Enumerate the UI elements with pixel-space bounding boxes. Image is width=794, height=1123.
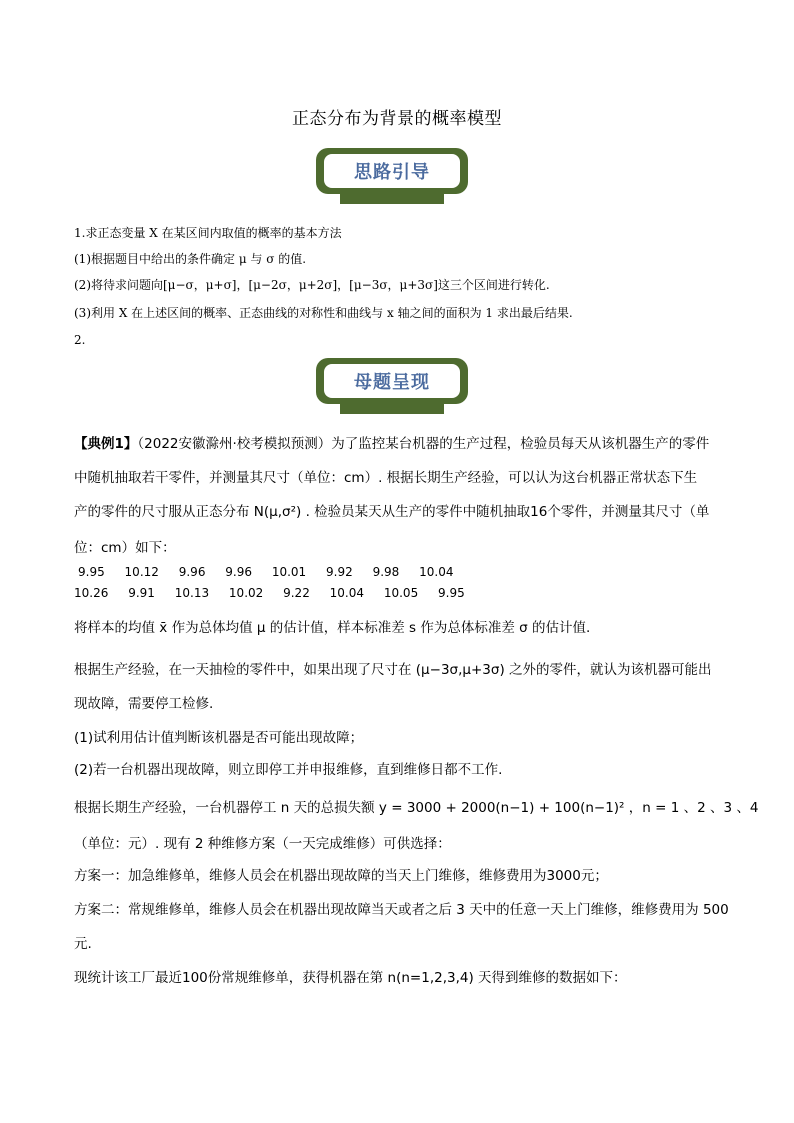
method-item-2: 2. xyxy=(74,333,86,347)
data-cell: 10.26 xyxy=(74,586,109,600)
example-line-7: 现故障，需要停工检修. xyxy=(74,696,214,712)
method-step-1: (1)根据题目中给出的条件确定 μ 与 σ 的值. xyxy=(74,252,307,266)
data-cell: 9.95 xyxy=(78,565,105,579)
method-step-2: (2)将待求问题向[μ−σ，μ+σ]，[μ−2σ，μ+2σ]，[μ−3σ，μ+3σ]这三个区间进行转化. xyxy=(74,278,550,292)
question-1: (1)试利用估计值判断该机器是否可能出现故障； xyxy=(74,730,364,746)
data-cell: 10.02 xyxy=(228,586,264,600)
banner-tab xyxy=(340,194,444,204)
data-cell: 9.91 xyxy=(128,586,155,600)
plan-1: 方案一：加急维修单，维修人员会在机器出现故障的当天上门维修，维修费用为3000元； xyxy=(74,868,608,884)
example-line-5: 将样本的均值 x̄ 作为总体均值 μ 的估计值，样本标准差 s 作为总体标准差 σ 的估计值. xyxy=(74,620,591,636)
data-cell: 9.22 xyxy=(283,586,310,600)
section-banner-guidance xyxy=(316,148,468,204)
data-cell: 9.96 xyxy=(225,565,252,579)
data-cell: 10.04 xyxy=(419,565,454,579)
banner-tab xyxy=(340,404,444,414)
example-line-1 xyxy=(74,432,709,452)
method-step-3: (3)利用 X 在上述区间的概率、正态曲线的对称性和曲线与 x 轴之间的面积为 1 求出最后结果. xyxy=(74,306,573,320)
data-row-1 xyxy=(78,565,469,579)
method-heading: 1.求正态变量 X 在某区间内取值的概率的基本方法 xyxy=(74,226,342,240)
example-line-2: 中随机抽取若干零件，并测量其尺寸（单位：cm）. 根据长期生产经验，可以认为这台机器正常状态下生 xyxy=(74,470,698,486)
section-banner-problem xyxy=(316,358,468,414)
plan-2-continued: 元. xyxy=(74,936,92,952)
plan-2: 方案二：常规维修单，维修人员会在机器出现故障当天或者之后 3 天中的任意一天上门维修，维修费用为 500 xyxy=(74,902,729,918)
banner-label: 母题呈现 xyxy=(324,364,460,398)
example-line-9: （单位：元）. 现有 2 种维修方案（一天完成维修）可供选择： xyxy=(74,836,451,852)
data-cell: 9.92 xyxy=(326,565,353,579)
data-cell: 10.01 xyxy=(271,565,307,579)
data-row-2 xyxy=(74,586,481,600)
data-cell: 9.95 xyxy=(438,586,465,600)
question-2: (2)若一台机器出现故障，则立即停工并申报维修，直到维修日都不工作. xyxy=(74,762,503,778)
data-cell: 10.04 xyxy=(329,586,365,600)
example-line-10: 现统计该工厂最近100份常规维修单，获得机器在第 n(n=1,2,3,4) 天得到维修的数据如下： xyxy=(74,970,627,986)
data-cell: 10.05 xyxy=(383,586,419,600)
data-cell: 10.13 xyxy=(174,586,210,600)
data-cell: 9.98 xyxy=(372,565,400,579)
example-source-text: （2022安徽滁州·校考模拟预测）为了监控某台机器的生产过程，检验员每天从该机器生产的零件 xyxy=(137,436,710,452)
data-cell: 10.12 xyxy=(124,565,159,579)
page-title: 正态分布为背景的概率模型 xyxy=(292,109,502,129)
example-line-8: 根据长期生产经验，一台机器停工 n 天的总损失额 y = 3000 + 2000(n−1) + 100(n−1)² ，n = 1 、2 、3 、4 xyxy=(74,800,759,816)
example-tag: 【典例1】 xyxy=(74,436,138,452)
data-cell: 9.96 xyxy=(178,565,206,579)
example-line-3: 产的零件的尺寸服从正态分布 N(μ,σ²) . 检验员某天从生产的零件中随机抽取16个零件，并测量其尺寸（单 xyxy=(74,504,710,520)
banner-label: 思路引导 xyxy=(324,154,460,188)
example-line-6: 根据生产经验，在一天抽检的零件中，如果出现了尺寸在 (μ−3σ,μ+3σ) 之外的零件，就认为该机器可能出 xyxy=(74,662,712,678)
example-line-4: 位：cm）如下： xyxy=(74,540,176,556)
